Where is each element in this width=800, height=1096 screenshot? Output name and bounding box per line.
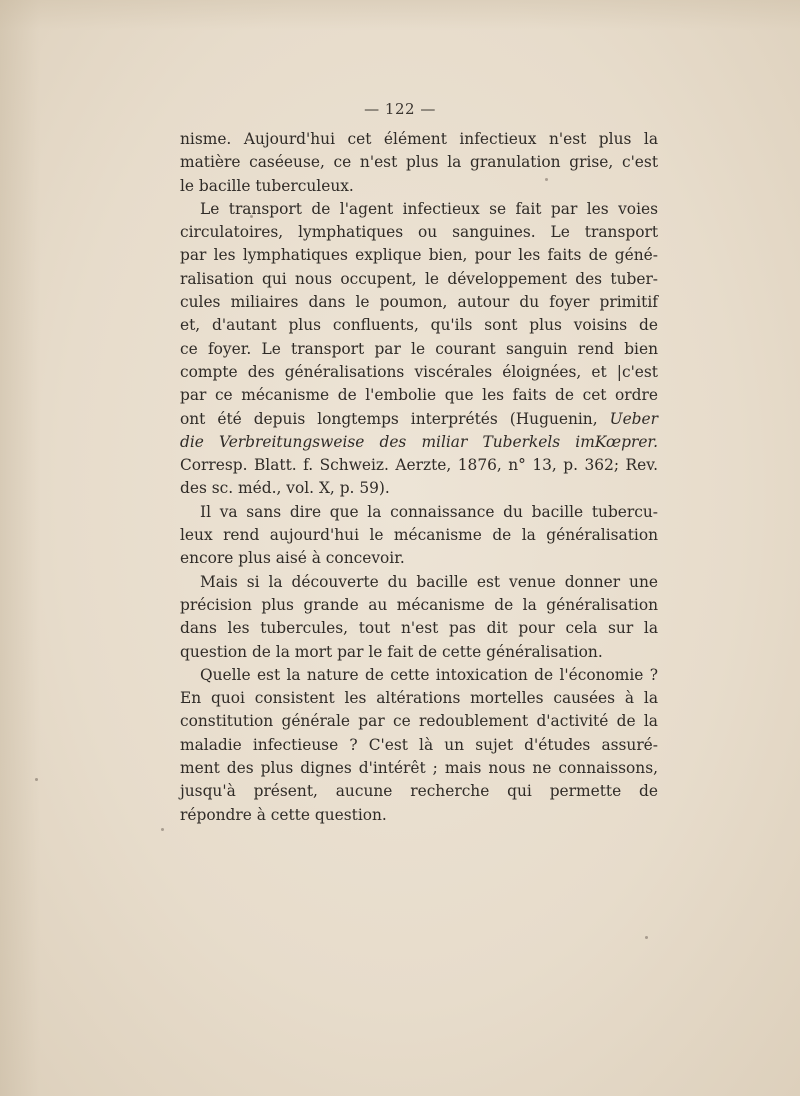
text-line xyxy=(180,780,658,803)
text-line xyxy=(180,641,658,664)
text-line-content: ment des plus dignes d'intérêt ; mais nous ne connaissons, xyxy=(180,759,658,778)
text-line xyxy=(180,431,658,454)
text-line xyxy=(180,268,658,291)
text-line-content: En quoi consistent les altérations mortelles causées à la xyxy=(180,689,658,708)
text-line-content: encore plus aisé à concevoir. xyxy=(180,549,405,568)
text-line-content: dans les tubercules, tout n'est pas dit pour cela sur la xyxy=(180,619,658,638)
text-line-content: compte des généralisations viscérales éloignées, et |c'est xyxy=(180,362,658,381)
text-line-content: ont été depuis longtemps interprétés (Huguenin, xyxy=(180,409,610,428)
text-line xyxy=(180,454,658,477)
page-edge-shadow-top xyxy=(0,0,800,30)
paper-speck xyxy=(161,828,164,831)
text-line xyxy=(180,804,658,827)
text-line-content: circulatoires, lymphatiques ou sanguines. Le transport xyxy=(180,223,658,242)
text-line-italic: Ueber xyxy=(609,409,658,428)
paper-speck xyxy=(545,178,548,181)
text-line-content: Quelle est la nature de cette intoxication de l'économie ? xyxy=(200,665,658,684)
page-edge-shadow-left xyxy=(0,0,40,1096)
text-line xyxy=(180,338,658,361)
paper-speck xyxy=(645,936,648,939)
paper-speck xyxy=(35,778,38,781)
text-line-content: Mais si la découverte du bacille est venue donner une xyxy=(200,572,658,591)
text-line-content: des sc. méd., vol. X, p. 59). xyxy=(180,479,390,498)
text-line xyxy=(180,687,658,710)
text-line-content: matière caséeuse, ce n'est plus la granulation grise, c'est xyxy=(180,153,658,172)
text-line xyxy=(180,128,658,151)
text-line-content: cules miliaires dans le poumon, autour du foyer primitif xyxy=(180,293,658,312)
body-text xyxy=(180,128,658,827)
text-line-content: par ce mécanisme de l'embolie que les faits de cet ordre xyxy=(180,386,658,405)
text-line-content: le bacille tuberculeux. xyxy=(180,176,354,195)
text-line-content: ralisation qui nous occupent, le développement des tuber- xyxy=(180,269,658,288)
text-line-content: nisme. Aujourd'hui cet élément infectieux n'est plus la xyxy=(180,130,658,148)
text-line xyxy=(180,314,658,337)
text-line-content: maladie infectieuse ? C'est là un sujet d'études assuré- xyxy=(180,735,658,754)
text-line xyxy=(180,384,658,407)
text-line-italic: die Verbreitungsweise des miliar Tuberkels imKœprer. xyxy=(180,432,658,451)
text-line xyxy=(180,501,658,524)
text-line xyxy=(180,757,658,780)
text-line-content: précision plus grande au mécanisme de la généralisation xyxy=(180,595,658,614)
text-line xyxy=(180,524,658,547)
text-line xyxy=(180,408,658,431)
text-line-content: ce foyer. Le transport par le courant sanguin rend bien xyxy=(180,339,658,358)
text-line-content: question de la mort par le fait de cette généralisation. xyxy=(180,642,603,661)
text-line xyxy=(180,291,658,314)
text-line xyxy=(180,734,658,757)
text-line xyxy=(180,571,658,594)
text-line xyxy=(180,361,658,384)
text-line xyxy=(180,151,658,174)
text-line-content: Le transport de l'agent infectieux se fait par les voies xyxy=(200,199,658,218)
text-line-content: et, d'autant plus confluents, qu'ils sont plus voisins de xyxy=(180,316,658,335)
text-line xyxy=(180,175,658,198)
text-line-content: Il va sans dire que la connaissance du bacille tubercu- xyxy=(200,502,658,521)
text-line-content: répondre à cette question. xyxy=(180,805,387,824)
text-line xyxy=(180,617,658,640)
text-line-content: par les lymphatiques explique bien, pour les faits de géné- xyxy=(180,246,658,265)
text-line xyxy=(180,244,658,267)
text-line xyxy=(180,477,658,500)
page-number: — 122 — xyxy=(364,100,436,118)
text-line-content: constitution générale par ce redoublement d'activité de la xyxy=(180,712,658,731)
text-line xyxy=(180,547,658,570)
text-line xyxy=(180,594,658,617)
paper-speck xyxy=(250,215,253,218)
text-line xyxy=(180,221,658,244)
text-line-content: jusqu'à présent, aucune recherche qui permette de xyxy=(180,782,658,801)
text-line xyxy=(180,710,658,733)
text-line-content: Corresp. Blatt. f. Schweiz. Aerzte, 1876, n° 13, p. 362; Rev. xyxy=(180,456,658,475)
text-line xyxy=(180,664,658,687)
text-line-content: leux rend aujourd'hui le mécanisme de la généralisation xyxy=(180,526,658,545)
